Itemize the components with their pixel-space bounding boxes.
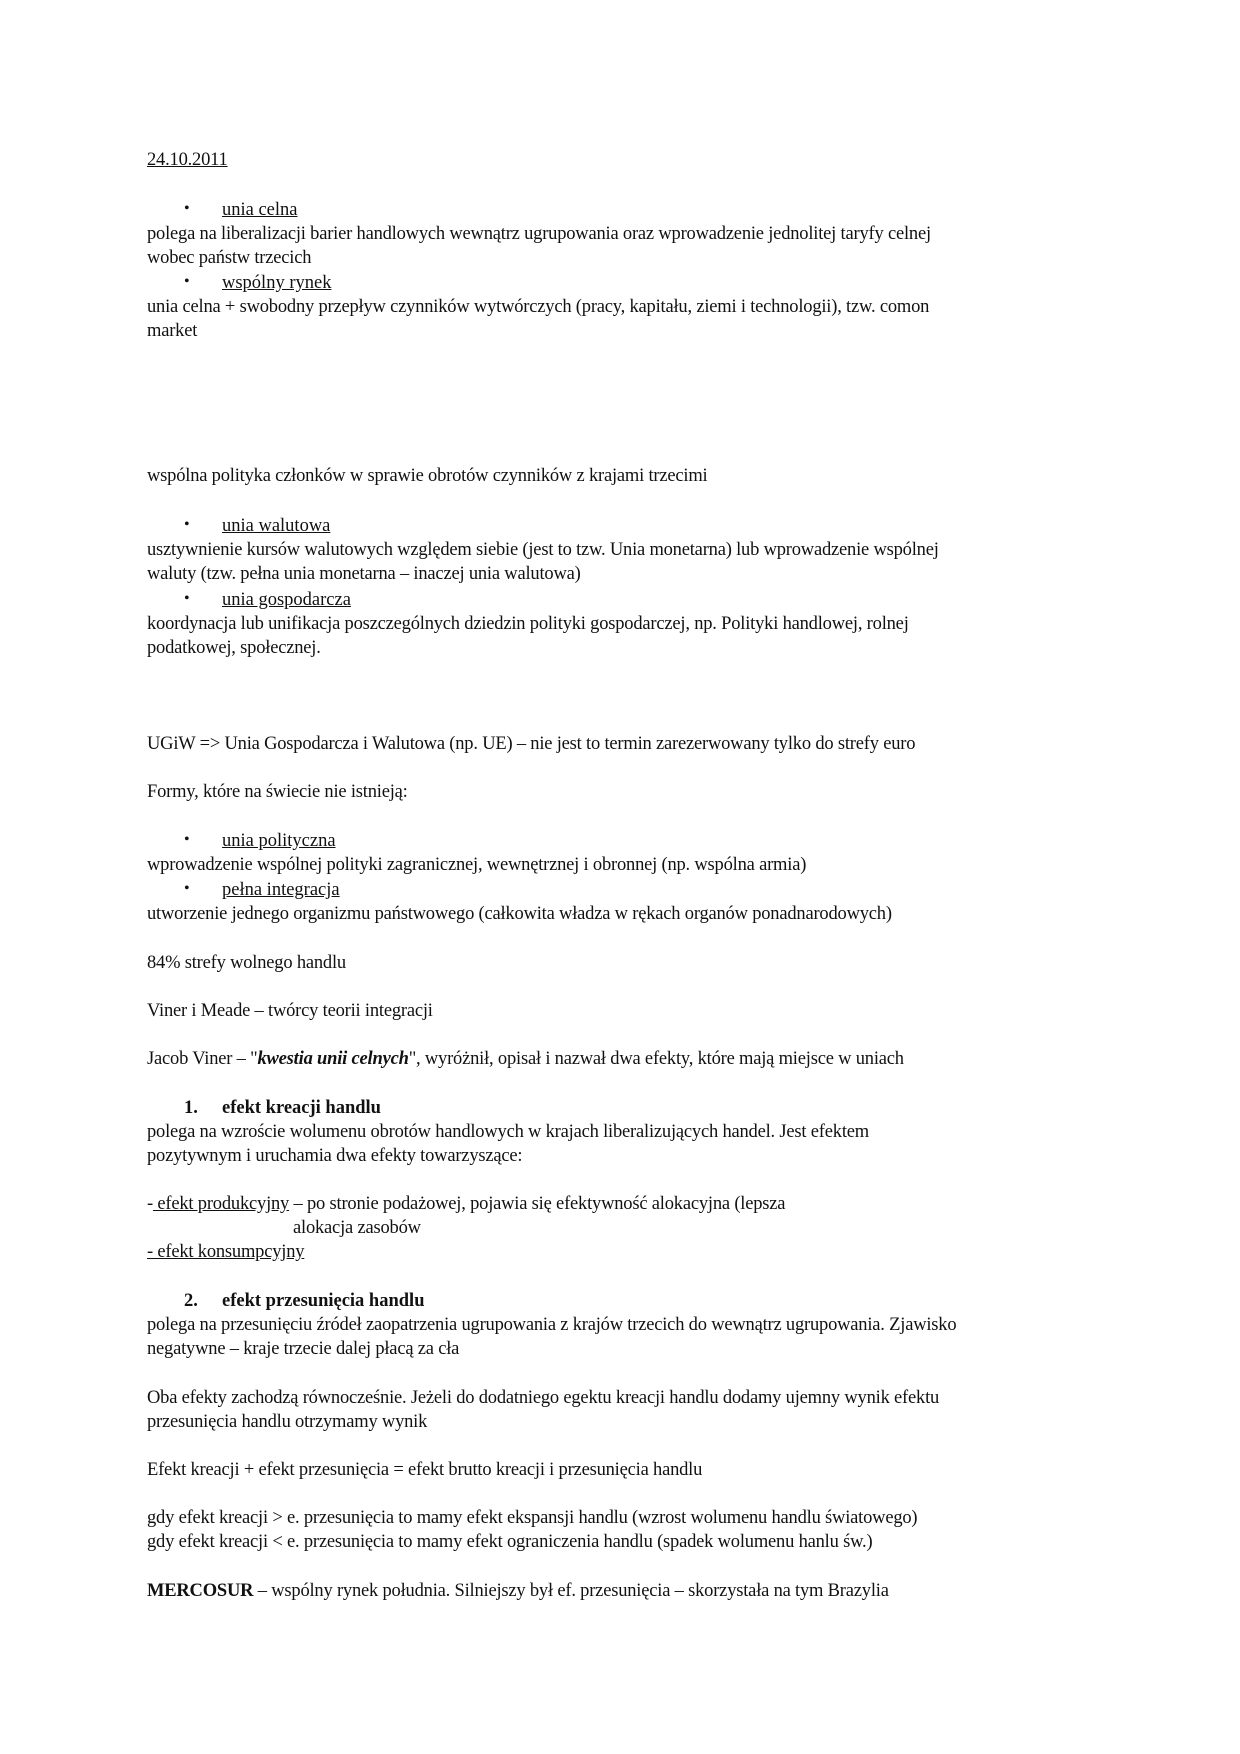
bullet-icon: •: [184, 590, 190, 607]
definition-line: pozytywnym i uruchamia dwa efekty towarzyszące:: [147, 1146, 523, 1166]
bullet-icon: •: [184, 880, 190, 897]
both-effects-line: Oba efekty zachodzą równocześnie. Jeżeli do dodatniego egektu kreacji handlu dodamy ujemny wynik efektu: [147, 1388, 940, 1408]
definition-line: utworzenie jednego organizmu państwowego (całkowita władza w rękach organów ponadnarodowych): [147, 904, 892, 924]
mercosur-term: MERCOSUR: [147, 1581, 254, 1601]
term-unia-gospodarcza: unia gospodarcza: [222, 590, 351, 610]
bullet-icon: •: [184, 200, 190, 217]
fta-share-text: 84% strefy wolnego handlu: [147, 953, 346, 973]
production-effect-label: efekt produkcyjny: [152, 1194, 290, 1214]
bullet-icon: •: [184, 273, 190, 290]
condition-line: gdy efekt kreacji < e. przesunięcia to mamy efekt ograniczenia handlu (spadek wolumenu hanlu św.): [147, 1532, 873, 1552]
list-number: 2.: [184, 1291, 198, 1311]
effect2-heading: efekt przesunięcia handlu: [222, 1291, 425, 1311]
bullet-icon: •: [184, 831, 190, 848]
definition-line: wprowadzenie wspólnej polityki zagranicznej, wewnętrznej i obronnej (np. wspólna armia): [147, 855, 807, 875]
jacob-viner-suffix: ", wyróżnił, opisał i nazwał dwa efekty, które mają miejsce w uniach: [408, 1049, 904, 1069]
jacob-viner-prefix: Jacob Viner – ": [147, 1049, 258, 1069]
term-pelna-integracja: pełna integracja: [222, 880, 340, 900]
definition-line: market: [147, 321, 198, 341]
viner-meade-text: Viner i Meade – twórcy teorii integracji: [147, 1001, 433, 1021]
definition-line: polega na wzroście wolumenu obrotów handlowych w krajach liberalizujących handel. Jest efektem: [147, 1122, 869, 1142]
term-wspolny-rynek: wspólny rynek: [222, 273, 332, 293]
ugiw-text: UGiW => Unia Gospodarcza i Walutowa (np. UE) – nie jest to termin zarezerwowany tylko do strefy euro: [147, 734, 916, 754]
effect1-heading: efekt kreacji handlu: [222, 1098, 381, 1118]
jacob-viner-text: [147, 1047, 904, 1071]
term-unia-polityczna: unia polityczna: [222, 831, 336, 851]
definition-line: waluty (tzw. pełna unia monetarna – inaczej unia walutowa): [147, 564, 581, 584]
definition-line: usztywnienie kursów walutowych względem siebie (jest to tzw. Unia monetarna) lub wprowadzenie wspólnej: [147, 540, 939, 560]
term-unia-celna: unia celna: [222, 200, 298, 220]
forms-intro: Formy, które na świecie nie istnieją:: [147, 782, 408, 802]
both-effects-line: przesunięcia handlu otrzymamy wynik: [147, 1412, 428, 1432]
term-unia-walutowa: unia walutowa: [222, 516, 331, 536]
consumption-effect-label: - efekt konsumpcyjny: [147, 1242, 305, 1262]
list-number: 1.: [184, 1098, 198, 1118]
dash: -: [147, 1194, 153, 1214]
production-effect-cont: alokacja zasobów: [293, 1218, 421, 1238]
common-policy-text: wspólna polityka członków w sprawie obrotów czynników z krajami trzecimi: [147, 466, 708, 486]
definition-line: polega na liberalizacji barier handlowych wewnątrz ugrupowania oraz wprowadzenie jednolitej taryfy celnej: [147, 224, 931, 244]
definition-line: polega na przesunięciu źródeł zaopatrzenia ugrupowania z krajów trzecich do wewnątrz ugrupowania. Zjawisko: [147, 1315, 957, 1335]
jacob-viner-title: kwestia unii celnych: [257, 1049, 409, 1069]
date-heading: 24.10.2011: [147, 150, 228, 170]
definition-line: unia celna + swobodny przepływ czynników wytwórczych (pracy, kapitału, ziemi i technologii), tzw. comon: [147, 297, 930, 317]
definition-line: koordynacja lub unifikacja poszczególnych dziedzin polityki gospodarczej, np. Polityki handlowej, rolnej: [147, 614, 909, 634]
mercosur-text: – wspólny rynek południa. Silniejszy był ef. przesunięcia – skorzystała na tym Brazylia: [253, 1581, 889, 1601]
definition-line: negatywne – kraje trzecie dalej płacą za cła: [147, 1339, 460, 1359]
mercosur-line: [147, 1579, 889, 1603]
bullet-icon: •: [184, 516, 190, 533]
formula-text: Efekt kreacji + efekt przesunięcia = efekt brutto kreacji i przesunięcia handlu: [147, 1460, 703, 1480]
production-effect-text: – po stronie podażowej, pojawia się efektywność alokacyjna (lepsza: [289, 1194, 786, 1214]
definition-line: podatkowej, społecznej.: [147, 638, 321, 658]
definition-line: wobec państw trzecich: [147, 248, 312, 268]
production-effect-line: [147, 1192, 785, 1216]
condition-line: gdy efekt kreacji > e. przesunięcia to mamy efekt ekspansji handlu (wzrost wolumenu handlu światowego): [147, 1508, 918, 1528]
